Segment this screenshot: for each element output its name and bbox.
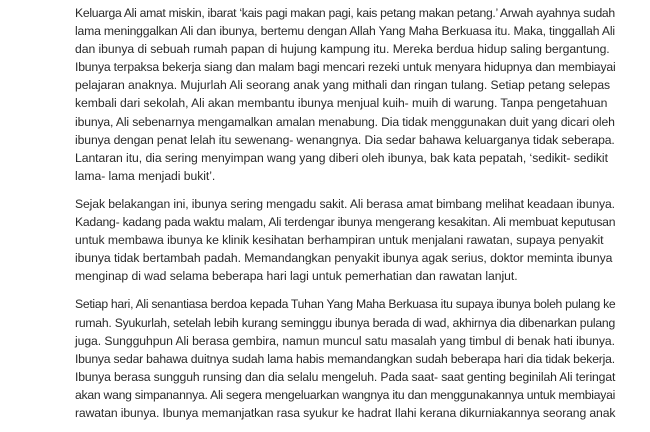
text-line: lama meninggalkan Ali dan ibunya, bertemu dengan Allah Yang Maha Berkuasa itu. Maka, tinggallah Ali	[75, 24, 615, 39]
text-line: dan ibunya di sebuah rumah papan di hujung kampung itu. Mereka berdua hidup saling bergantung.	[75, 42, 610, 57]
text-line: ibunya tidak bertambah padah. Memandangkan penyakit ibunya agak serius, doktor meminta ibunya	[75, 251, 613, 266]
text-line: Kadang- kadang pada waktu malam, Ali terdengar ibunya mengerang kesakitan. Ali membuat keputusan	[75, 215, 616, 230]
text-line: akan wang simpanannya. Ali segera mengeluarkan wangnya itu dan menggunakannya untuk membiayai	[75, 387, 616, 402]
text-line: Setiap hari, Ali senantiasa berdoa kepada Tuhan Yang Maha Berkuasa itu supaya ibunya boleh pulang ke	[75, 297, 616, 312]
document-body	[75, 4, 615, 432]
text-line: kembali dari sekolah, Ali akan membantu ibunya menjual kuih- muih di warung. Tanpa pengetahuan	[75, 96, 608, 111]
paragraph-1	[75, 4, 615, 185]
text-line: Lantaran itu, dia sering menyimpan wang yang diberi oleh ibunya, bak kata pepatah, ‘sedikit- sedikit	[75, 150, 608, 165]
text-line: menginap di wad selama beberapa hari lagi untuk pemerhatian dan rawatan lanjut.	[75, 269, 518, 284]
paragraph-3	[75, 295, 615, 422]
text-line: Ibunya terpaksa bekerja siang dan malam bagi mencari rezeki untuk menyara hidupnya dan membiayai	[75, 60, 616, 75]
text-line: Ibunya berasa sungguh runsing dan dia selalu mengeluh. Pada saat- saat genting beginilah Ali teringat	[75, 369, 616, 384]
text-line: rumah. Syukurlah, setelah lebih kurang seminggu ibunya berada di wad, akhirnya dia dibenarkan pulang	[75, 315, 616, 330]
text-line: Ibunya sedar bahawa duitnya sudah lama habis memandangkan sudah beberapa hari dia tidak bekerja.	[75, 351, 615, 366]
text-line: Sejak belakangan ini, ibunya sering mengadu sakit. Ali berasa amat bimbang melihat keadaan ibunya.	[75, 196, 615, 211]
text-line: ibunya, Ali sebenarnya mengamalkan amalan menabung. Dia tidak menggunakan duit yang dicari oleh	[75, 114, 615, 129]
text-line: rawatan ibunya. Ibunya memanjatkan rasa syukur ke hadrat Ilahi kerana dikurniakannya seorang anak	[75, 405, 616, 420]
text-line: Keluarga Ali amat miskin, ibarat ‘kais pagi makan pagi, kais petang makan petang.’ Arwah ayahnya sudah	[75, 6, 615, 20]
text-line: untuk membawa ibunya ke klinik kesihatan berhampiran untuk menjalani rawatan, supaya penyakit	[75, 233, 604, 248]
paragraph-2	[75, 195, 615, 285]
text-line: pelajaran anaknya. Mujurlah Ali seorang anak yang mithali dan ringan tulang. Setiap petang selepas	[75, 78, 611, 93]
text-line: lama- lama menjadi bukit’.	[75, 168, 216, 183]
text-line: juga. Sungguhpun Ali berasa gembira, namun muncul satu masalah yang timbul di benak hati ibunya.	[75, 333, 615, 348]
text-line: ibunya dengan penat lelah itu sewenang- wenangnya. Dia sedar bahawa keluarganya tidak seberapa.	[75, 132, 615, 147]
